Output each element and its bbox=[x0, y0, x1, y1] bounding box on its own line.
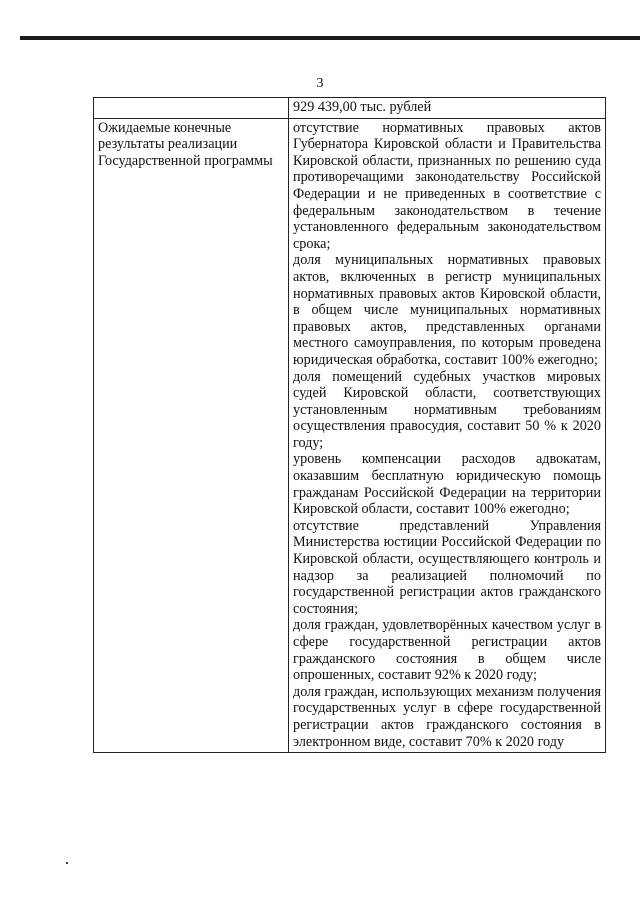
result-item: доля помещений судебных участков мировых судей Кировской области, соответствующих установленным нормативным требованиям осуществления правосудия, составит 50 % к 2020 году; bbox=[293, 368, 601, 451]
result-item: отсутствие нормативных правовых актов Губернатора Кировской области и Правительства Кировской области, признанных по решению суда противоречащими законодательству Российской Федерации и не приведенных в соответствие с федеральным законодательством в течение установленного федеральным законодательством срока; bbox=[293, 119, 601, 252]
row-label bbox=[94, 98, 289, 119]
passport-table bbox=[93, 97, 606, 753]
expected-results bbox=[289, 118, 606, 753]
result-item: доля граждан, удовлетворённых качеством услуг в сфере государственной регистрации актов гражданского состояния в общем числе опрошенных, составит 92% к 2020 году; bbox=[293, 617, 601, 684]
result-item: уровень компенсации расходов адвокатам, оказавшим бесплатную юридическую помощь гражданам Российской Федерации на территории Кировской области, составит 100% ежегодно; bbox=[293, 451, 601, 518]
row-label: Ожидаемые конечные результаты реализации Государственной программы bbox=[94, 118, 289, 753]
top-rule bbox=[20, 36, 640, 40]
financing-amount: 929 439,00 тыс. рублей bbox=[289, 98, 606, 119]
scan-speck bbox=[66, 862, 68, 864]
result-item: доля муниципальных нормативных правовых актов, включенных в регистр муниципальных нормативных правовых актов Кировской области, в общем числе муниципальных нормативных правовых актов, представленных органами местного самоуправления, по которым проведена юридическая обработка, составит 100% ежегодно; bbox=[293, 252, 601, 368]
table-row bbox=[94, 98, 606, 119]
table-row bbox=[94, 118, 606, 753]
result-item: отсутствие представлений Управления Министерства юстиции Российской Федерации по Кировской области, осуществляющего контроль и надзор за реализацией полномочий по государственной регистрации актов гражданского состояния; bbox=[293, 517, 601, 617]
result-item: доля граждан, использующих механизм получения государственных услуг в сфере государственной регистрации актов гражданского состояния в электронном виде, составит 70% к 2020 году bbox=[293, 683, 601, 750]
page-number: 3 bbox=[316, 76, 324, 91]
